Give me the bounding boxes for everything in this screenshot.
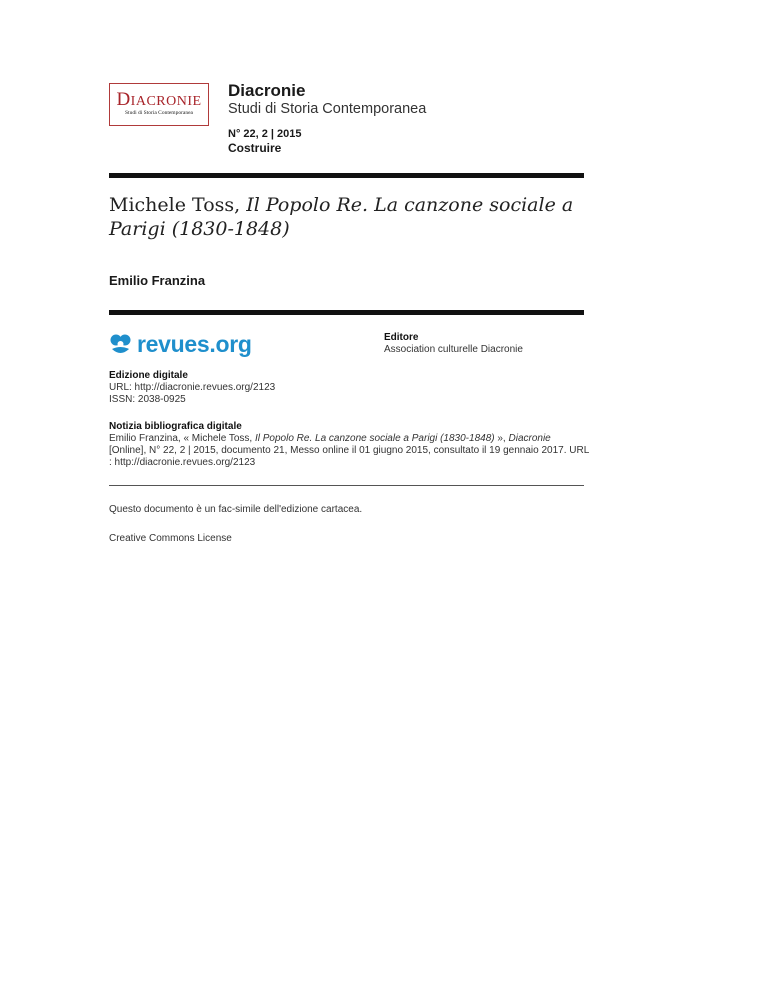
citation-part-5: [Online], N° 22, 2 | 2015, documento 21, Messo online il 01 giugno 2015, consultato il 19 gennaio 2017. URL : http://diacronie.revues.org/2123 (109, 445, 589, 468)
logo-initial: D (116, 89, 131, 110)
digital-edition-url[interactable]: URL: http://diacronie.revues.org/2123 (109, 382, 276, 393)
logo-word-rest: IACRONIE (130, 94, 202, 109)
revues-logo[interactable] (109, 331, 252, 358)
digital-edition-label: Edizione digitale (109, 370, 188, 381)
article-title-italic: Il Popolo Re. La canzone sociale a Parigi (1830-1848) (109, 194, 574, 240)
journal-title: Diacronie (228, 81, 306, 100)
citation-part-1: Emilio Franzina, « Michele Toss, (109, 433, 255, 444)
citation-part-2: Il Popolo Re. La canzone sociale a Parigi (1830-1848) (254, 433, 495, 444)
revues-logo-text: revues.org (137, 331, 252, 357)
citation-text (109, 433, 589, 469)
issue-section: Costruire (228, 141, 282, 155)
middle-divider (109, 310, 584, 315)
revues-flower-icon (109, 332, 133, 358)
facsimile-note: Questo documento è un fac-simile dell'edizione cartacea. (109, 504, 363, 515)
bottom-divider (109, 485, 584, 486)
digital-edition-issn: ISSN: 2038-0925 (109, 394, 186, 405)
citation-part-3: », (494, 433, 509, 444)
journal-logo-wordmark (116, 89, 202, 110)
issue-number: N° 22, 2 | 2015 (228, 128, 302, 140)
citation-part-4: Diacronie (508, 433, 551, 444)
license-link[interactable]: Creative Commons License (109, 533, 232, 544)
top-divider (109, 173, 584, 178)
editor-name: Association culturelle Diacronie (384, 344, 523, 355)
editor-label: Editore (384, 332, 419, 343)
citation-label: Notizia bibliografica digitale (109, 421, 242, 432)
journal-logo-subtitle: Studi di Storia Contemporanea (125, 110, 193, 116)
article-title-plain: Michele Toss, (109, 194, 247, 216)
article-author: Emilio Franzina (109, 273, 206, 288)
journal-subtitle: Studi di Storia Contemporanea (228, 101, 427, 117)
journal-logo (109, 83, 209, 126)
article-title (109, 193, 589, 241)
